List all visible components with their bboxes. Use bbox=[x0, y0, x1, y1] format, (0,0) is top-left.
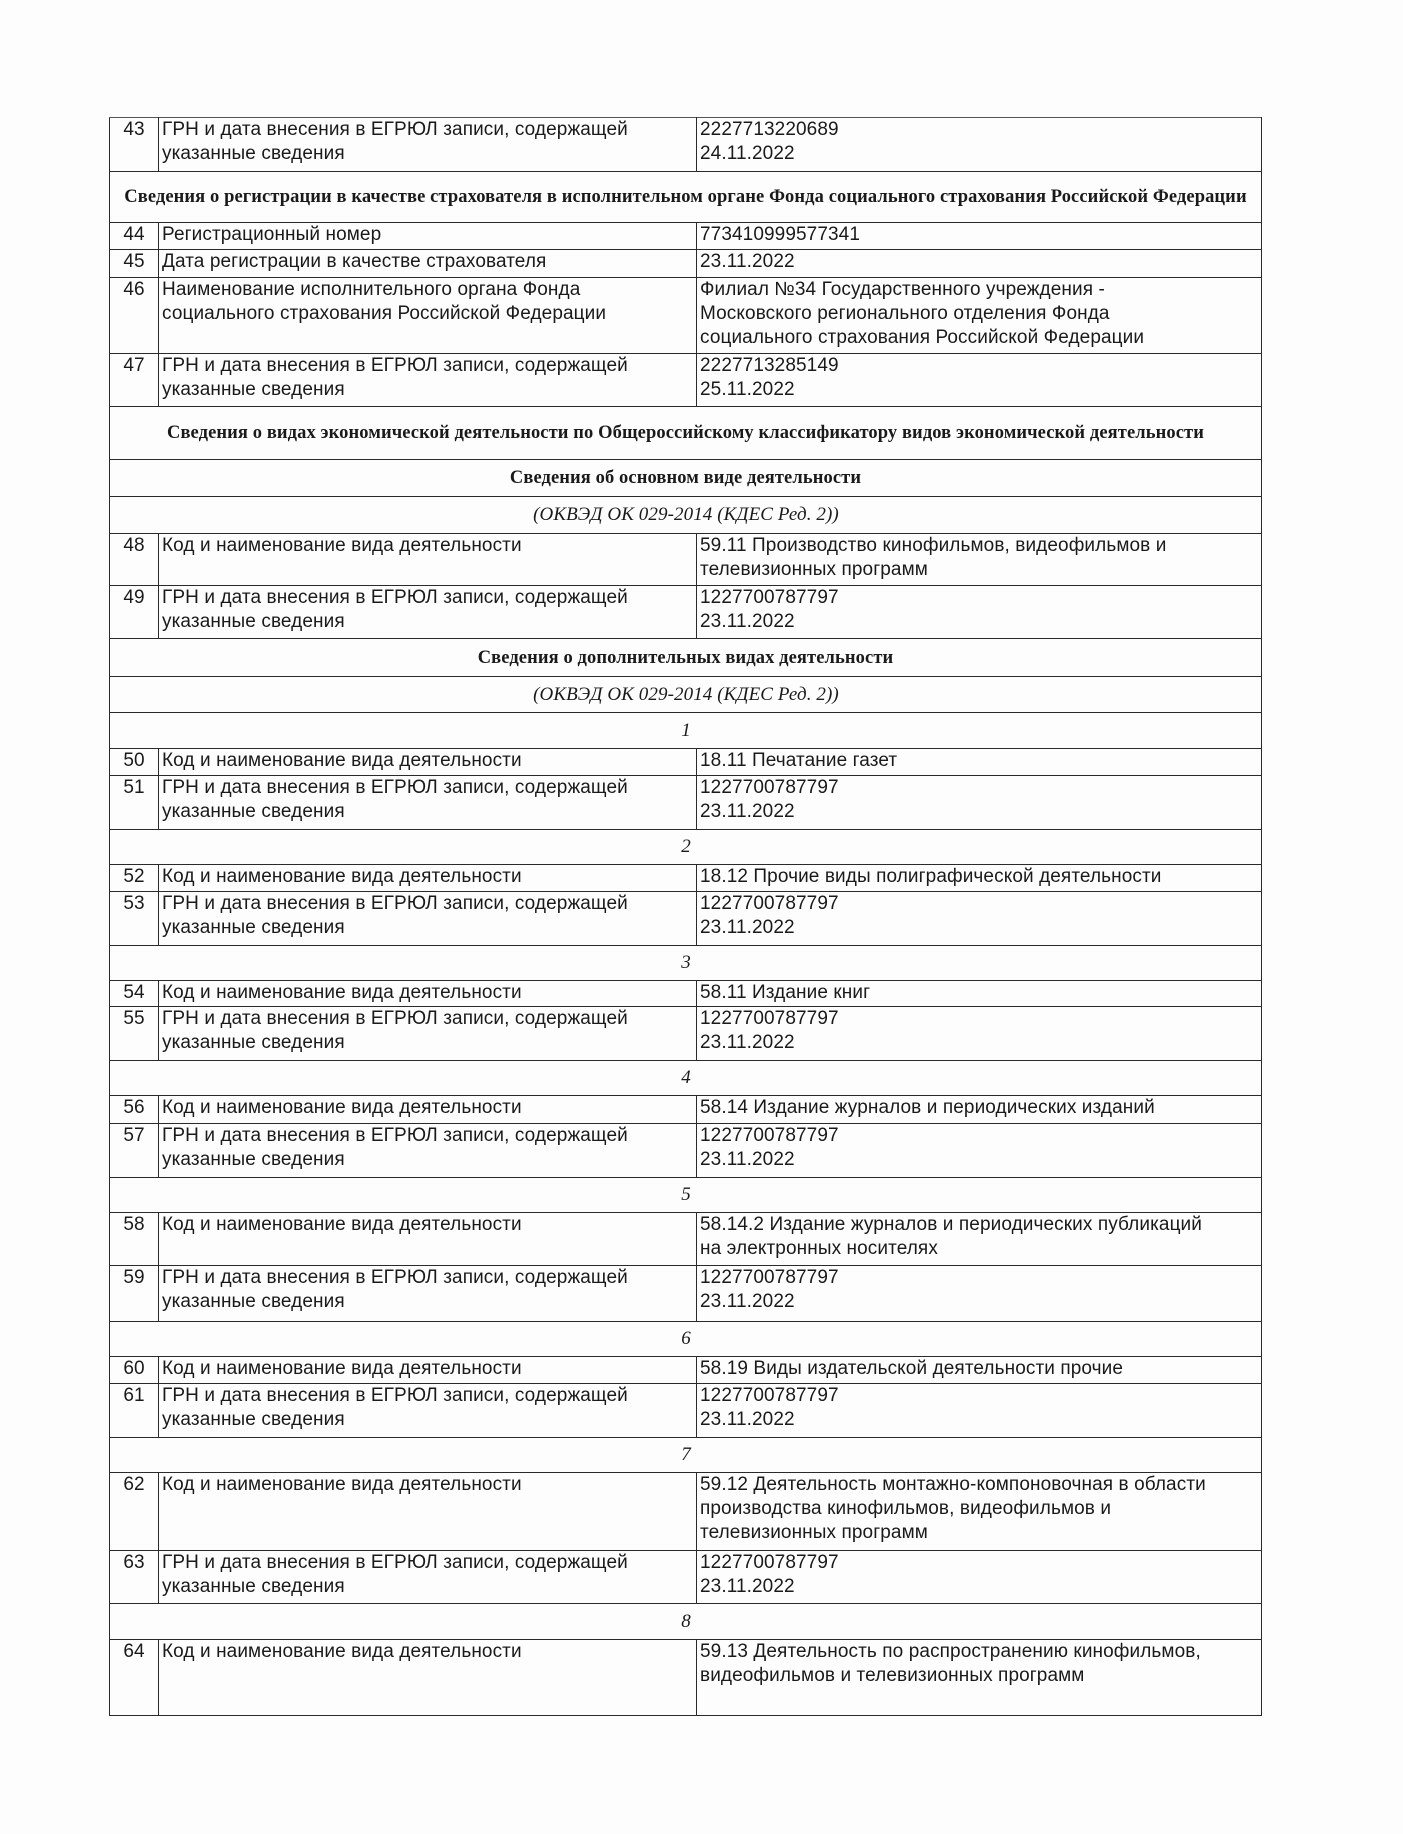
field-label-line: указанные сведения bbox=[162, 801, 345, 822]
field-value-line: социального страхования Российской Федерации bbox=[700, 327, 1145, 348]
row-number: 58 bbox=[110, 1213, 159, 1266]
row-number: 51 bbox=[110, 776, 159, 830]
field-label-line: ГРН и дата внесения в ЕГРЮЛ записи, содержащей bbox=[162, 587, 628, 608]
egrul-extract-table bbox=[109, 117, 1262, 1716]
field-value-line: 59.11 Производство кинофильмов, видеофильмов и bbox=[700, 535, 1167, 556]
field-label bbox=[159, 1384, 697, 1438]
classifier-caption: (ОКВЭД ОК 029-2014 (КДЕС Ред. 2)) bbox=[110, 677, 1262, 713]
field-value bbox=[697, 1357, 1262, 1384]
field-label bbox=[159, 981, 697, 1007]
table-row bbox=[110, 1213, 1262, 1266]
index-header-row bbox=[110, 713, 1262, 749]
field-value bbox=[697, 776, 1262, 830]
field-value bbox=[697, 1096, 1262, 1124]
row-number: 57 bbox=[110, 1124, 159, 1178]
field-label-line: ГРН и дата внесения в ЕГРЮЛ записи, содержащей bbox=[162, 1552, 628, 1573]
field-value bbox=[697, 1266, 1262, 1322]
field-value-line: 23.11.2022 bbox=[700, 917, 795, 938]
field-value-line: на электронных носителях bbox=[700, 1238, 938, 1259]
field-label bbox=[159, 892, 697, 946]
field-label bbox=[159, 1473, 697, 1551]
row-number: 46 bbox=[110, 278, 159, 354]
field-label-line: Код и наименование вида деятельности bbox=[162, 535, 522, 556]
field-value-line: 23.11.2022 bbox=[700, 1291, 795, 1312]
field-label-line: Код и наименование вида деятельности bbox=[162, 1641, 522, 1662]
field-label bbox=[159, 776, 697, 830]
field-label-line: Регистрационный номер bbox=[162, 224, 382, 245]
field-value bbox=[697, 1473, 1262, 1551]
field-value-line: производства кинофильмов, видеофильмов и bbox=[700, 1498, 1112, 1519]
field-value-line: 1227700787797 bbox=[700, 893, 839, 914]
field-value-line: 24.11.2022 bbox=[700, 143, 795, 164]
field-label-line: ГРН и дата внесения в ЕГРЮЛ записи, содержащей bbox=[162, 777, 628, 798]
field-value-line: телевизионных программ bbox=[700, 559, 928, 580]
row-number: 54 bbox=[110, 981, 159, 1007]
field-label bbox=[159, 354, 697, 407]
activity-index: 8 bbox=[110, 1604, 1262, 1640]
field-value-line: 58.19 Виды издательской деятельности прочие bbox=[700, 1358, 1124, 1379]
field-label-line: ГРН и дата внесения в ЕГРЮЛ записи, содержащей bbox=[162, 1385, 628, 1406]
table-row bbox=[110, 1124, 1262, 1178]
field-label-line: указанные сведения bbox=[162, 1576, 345, 1597]
index-header-row bbox=[110, 1061, 1262, 1096]
section-header-row bbox=[110, 639, 1262, 677]
section-heading: Сведения об основном виде деятельности bbox=[110, 460, 1262, 497]
field-value bbox=[697, 1213, 1262, 1266]
field-value-line: 23.11.2022 bbox=[700, 1576, 795, 1597]
row-number: 55 bbox=[110, 1007, 159, 1061]
field-value-line: телевизионных программ bbox=[700, 1522, 928, 1543]
field-value-line: 1227700787797 bbox=[700, 1385, 839, 1406]
table-row bbox=[110, 118, 1262, 172]
table-row bbox=[110, 749, 1262, 776]
table-row bbox=[110, 1640, 1262, 1716]
field-label bbox=[159, 586, 697, 639]
field-value-line: видеофильмов и телевизионных программ bbox=[700, 1665, 1085, 1686]
field-label bbox=[159, 1551, 697, 1604]
section-heading: Сведения о видах экономической деятельности по Общероссийскому классификатору видов экономической деятельности bbox=[110, 407, 1262, 460]
field-label-line: социального страхования Российской Федерации bbox=[162, 303, 607, 324]
field-label bbox=[159, 1213, 697, 1266]
field-value-line: 2227713220689 bbox=[700, 119, 839, 140]
section-header-row bbox=[110, 460, 1262, 497]
field-label bbox=[159, 1266, 697, 1322]
field-value-line: 1227700787797 bbox=[700, 1267, 839, 1288]
field-label bbox=[159, 278, 697, 354]
activity-index: 6 bbox=[110, 1322, 1262, 1357]
row-number: 62 bbox=[110, 1473, 159, 1551]
table-row bbox=[110, 534, 1262, 586]
field-label bbox=[159, 534, 697, 586]
field-value-line: 25.11.2022 bbox=[700, 379, 795, 400]
row-number: 50 bbox=[110, 749, 159, 776]
field-label bbox=[159, 250, 697, 278]
section-heading: Сведения о дополнительных видах деятельности bbox=[110, 639, 1262, 677]
field-label-line: указанные сведения bbox=[162, 1291, 345, 1312]
field-value bbox=[697, 892, 1262, 946]
field-value-line: 59.13 Деятельность по распространению кинофильмов, bbox=[700, 1641, 1201, 1662]
field-label-line: Код и наименование вида деятельности bbox=[162, 866, 522, 887]
section-header-row bbox=[110, 407, 1262, 460]
row-number: 49 bbox=[110, 586, 159, 639]
row-number: 44 bbox=[110, 223, 159, 250]
field-value-line: 23.11.2022 bbox=[700, 1032, 795, 1053]
field-label-line: Код и наименование вида деятельности bbox=[162, 1214, 522, 1235]
field-label bbox=[159, 1007, 697, 1061]
classifier-header-row bbox=[110, 677, 1262, 713]
field-value-line: Московского регионального отделения Фонда bbox=[700, 303, 1110, 324]
row-number: 48 bbox=[110, 534, 159, 586]
field-label bbox=[159, 749, 697, 776]
field-label-line: ГРН и дата внесения в ЕГРЮЛ записи, содержащей bbox=[162, 893, 628, 914]
field-label-line: ГРН и дата внесения в ЕГРЮЛ записи, содержащей bbox=[162, 119, 628, 140]
table-row bbox=[110, 1384, 1262, 1438]
field-label-line: ГРН и дата внесения в ЕГРЮЛ записи, содержащей bbox=[162, 1125, 628, 1146]
activity-index: 2 bbox=[110, 830, 1262, 865]
row-number: 60 bbox=[110, 1357, 159, 1384]
field-value bbox=[697, 981, 1262, 1007]
field-value-line: 2227713285149 bbox=[700, 355, 839, 376]
field-label-line: ГРН и дата внесения в ЕГРЮЛ записи, содержащей bbox=[162, 1008, 628, 1029]
table-row bbox=[110, 1007, 1262, 1061]
row-number: 47 bbox=[110, 354, 159, 407]
activity-index: 5 bbox=[110, 1178, 1262, 1213]
table-row bbox=[110, 981, 1262, 1007]
row-number: 52 bbox=[110, 865, 159, 892]
activity-index: 1 bbox=[110, 713, 1262, 749]
field-value bbox=[697, 1007, 1262, 1061]
section-heading: Сведения о регистрации в качестве страхователя в исполнительном органе Фонда социального страхования Российской Федерации bbox=[110, 172, 1262, 223]
table-row bbox=[110, 776, 1262, 830]
row-number: 53 bbox=[110, 892, 159, 946]
field-value-line: 23.11.2022 bbox=[700, 251, 795, 272]
row-number: 43 bbox=[110, 118, 159, 172]
field-value bbox=[697, 749, 1262, 776]
field-label-line: указанные сведения bbox=[162, 917, 345, 938]
field-value-line: 18.12 Прочие виды полиграфической деятельности bbox=[700, 866, 1162, 887]
field-label-line: Код и наименование вида деятельности bbox=[162, 1358, 522, 1379]
field-value-line: 1227700787797 bbox=[700, 1552, 839, 1573]
field-label-line: указанные сведения bbox=[162, 1409, 345, 1430]
row-number: 56 bbox=[110, 1096, 159, 1124]
field-value bbox=[697, 586, 1262, 639]
field-label-line: ГРН и дата внесения в ЕГРЮЛ записи, содержащей bbox=[162, 1267, 628, 1288]
field-value bbox=[697, 354, 1262, 407]
field-label-line: указанные сведения bbox=[162, 611, 345, 632]
field-label-line: Код и наименование вида деятельности bbox=[162, 1474, 522, 1495]
field-label-line: Код и наименование вида деятельности bbox=[162, 982, 522, 1003]
field-value-line: 23.11.2022 bbox=[700, 801, 795, 822]
field-value bbox=[697, 278, 1262, 354]
row-number: 64 bbox=[110, 1640, 159, 1716]
field-label-line: Код и наименование вида деятельности bbox=[162, 750, 522, 771]
field-value-line: 1227700787797 bbox=[700, 587, 839, 608]
field-value-line: 1227700787797 bbox=[700, 1125, 839, 1146]
table-row bbox=[110, 354, 1262, 407]
field-label-line: Код и наименование вида деятельности bbox=[162, 1097, 522, 1118]
table-row bbox=[110, 1096, 1262, 1124]
field-label bbox=[159, 1640, 697, 1716]
index-header-row bbox=[110, 1604, 1262, 1640]
table-row bbox=[110, 865, 1262, 892]
field-label-line: ГРН и дата внесения в ЕГРЮЛ записи, содержащей bbox=[162, 355, 628, 376]
table-row bbox=[110, 1357, 1262, 1384]
index-header-row bbox=[110, 1322, 1262, 1357]
field-label-line: указанные сведения bbox=[162, 379, 345, 400]
classifier-caption: (ОКВЭД ОК 029-2014 (КДЕС Ред. 2)) bbox=[110, 497, 1262, 534]
section-header-row bbox=[110, 172, 1262, 223]
field-value-line: Филиал №34 Государственного учреждения - bbox=[700, 279, 1105, 300]
field-value-line: 23.11.2022 bbox=[700, 611, 795, 632]
field-value-line: 1227700787797 bbox=[700, 777, 839, 798]
field-value-line: 23.11.2022 bbox=[700, 1149, 795, 1170]
field-value bbox=[697, 1124, 1262, 1178]
field-label-line: указанные сведения bbox=[162, 143, 345, 164]
table-row bbox=[110, 1551, 1262, 1604]
classifier-header-row bbox=[110, 497, 1262, 534]
index-header-row bbox=[110, 830, 1262, 865]
table-row bbox=[110, 586, 1262, 639]
field-label bbox=[159, 1357, 697, 1384]
field-value-line: 1227700787797 bbox=[700, 1008, 839, 1029]
field-value-line: 773410999577341 bbox=[700, 224, 861, 245]
table-row bbox=[110, 892, 1262, 946]
field-label-line: Наименование исполнительного органа Фонда bbox=[162, 279, 581, 300]
row-number: 63 bbox=[110, 1551, 159, 1604]
row-number: 45 bbox=[110, 250, 159, 278]
table-row bbox=[110, 1266, 1262, 1322]
field-label-line: указанные сведения bbox=[162, 1149, 345, 1170]
field-value bbox=[697, 1551, 1262, 1604]
field-label bbox=[159, 223, 697, 250]
field-value bbox=[697, 1384, 1262, 1438]
table-row bbox=[110, 250, 1262, 278]
field-value bbox=[697, 865, 1262, 892]
index-header-row bbox=[110, 1438, 1262, 1473]
field-label bbox=[159, 118, 697, 172]
index-header-row bbox=[110, 946, 1262, 981]
field-value-line: 59.12 Деятельность монтажно-компоновочная в области bbox=[700, 1474, 1206, 1495]
activity-index: 4 bbox=[110, 1061, 1262, 1096]
field-label-line: Дата регистрации в качестве страхователя bbox=[162, 251, 547, 272]
field-value bbox=[697, 250, 1262, 278]
field-value-line: 23.11.2022 bbox=[700, 1409, 795, 1430]
row-number: 61 bbox=[110, 1384, 159, 1438]
field-value bbox=[697, 118, 1262, 172]
field-value-line: 58.14.2 Издание журналов и периодических публикаций bbox=[700, 1214, 1202, 1235]
field-label bbox=[159, 865, 697, 892]
table-body bbox=[110, 118, 1262, 1716]
field-value bbox=[697, 1640, 1262, 1716]
activity-index: 7 bbox=[110, 1438, 1262, 1473]
field-value bbox=[697, 534, 1262, 586]
field-label bbox=[159, 1096, 697, 1124]
field-value bbox=[697, 223, 1262, 250]
table-row bbox=[110, 1473, 1262, 1551]
field-label-line: указанные сведения bbox=[162, 1032, 345, 1053]
field-label bbox=[159, 1124, 697, 1178]
field-value-line: 58.11 Издание книг bbox=[700, 982, 871, 1003]
field-value-line: 18.11 Печатание газет bbox=[700, 750, 898, 771]
field-value-line: 58.14 Издание журналов и периодических изданий bbox=[700, 1097, 1155, 1118]
activity-index: 3 bbox=[110, 946, 1262, 981]
table-row bbox=[110, 278, 1262, 354]
row-number: 59 bbox=[110, 1266, 159, 1322]
table-row bbox=[110, 223, 1262, 250]
index-header-row bbox=[110, 1178, 1262, 1213]
